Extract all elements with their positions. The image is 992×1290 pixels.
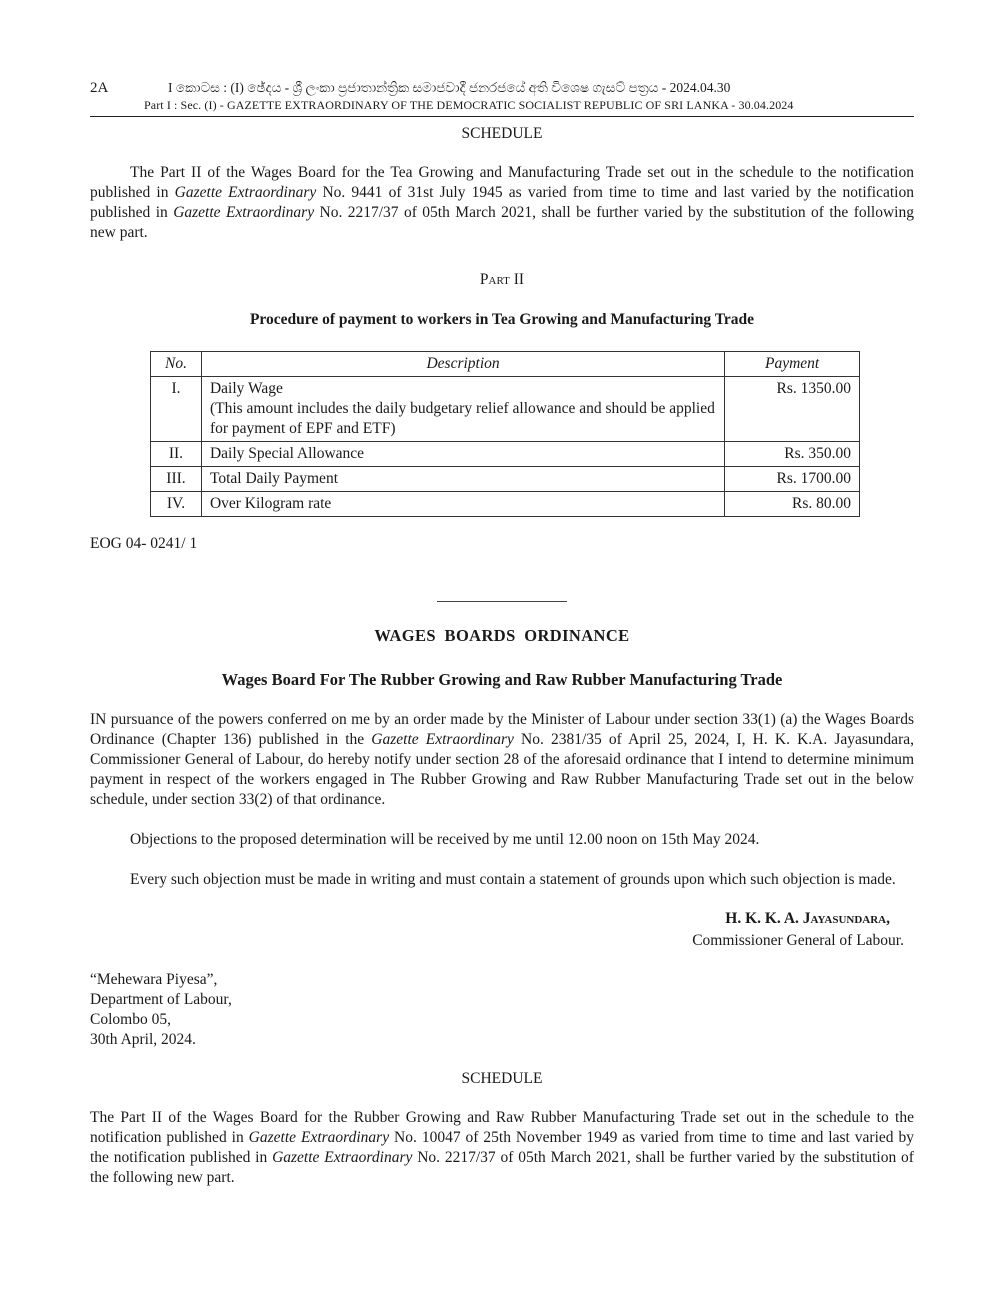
row-no: IV. bbox=[151, 492, 202, 517]
tea-payment-table bbox=[150, 351, 860, 517]
row-description: Total Daily Payment bbox=[201, 467, 724, 492]
ordinance-title: WAGES BOARDS ORDINANCE bbox=[374, 626, 630, 645]
row-description: Over Kilogram rate bbox=[201, 492, 724, 517]
objections-deadline-paragraph: Objections to the proposed determination will be received by me until 12.00 noon on 15th May 2024. bbox=[130, 831, 760, 848]
address-line: “Mehewara Piyesa”, bbox=[90, 971, 218, 988]
row-description: Daily Special Allowance bbox=[201, 442, 724, 467]
row-no: III. bbox=[151, 467, 202, 492]
tea-schedule-heading: SCHEDULE bbox=[461, 125, 543, 142]
page-header bbox=[90, 78, 914, 117]
header-english-line: Part I : Sec. (I) - GAZETTE EXTRAORDINARY OF THE DEMOCRATIC SOCIALIST REPUBLIC OF SRI LANKA - 30.04.2024 bbox=[144, 98, 794, 112]
table-row bbox=[151, 377, 860, 442]
table-row bbox=[151, 492, 860, 517]
address-date: 30th April, 2024. bbox=[90, 1031, 196, 1048]
page-number: 2A bbox=[90, 80, 109, 96]
row-description: Daily Wage (This amount includes the daily budgetary relief allowance and should be applied for payment of EPF and ETF) bbox=[201, 377, 724, 442]
row-note: (This amount includes the daily budgetary relief allowance and should be applied for payment of EPF and ETF) bbox=[209, 400, 715, 437]
row-no: II. bbox=[151, 442, 202, 467]
rubber-board-title: Wages Board For The Rubber Growing and Raw Rubber Manufacturing Trade bbox=[221, 670, 783, 689]
reference-number: EOG 04- 0241/ 1 bbox=[90, 535, 198, 552]
address-block bbox=[90, 970, 914, 1050]
rubber-notice-paragraph: IN pursuance of the powers conferred on me by an order made by the Minister of Labour under section 33(1) (a) the Wages Boards Ordinance (Chapter 136) published in the Gazette Extraordinary No. 2381/35 of April 25, 2024, I, H. K. K.A. Jayasundara, Commissioner General of Labour, do hereby notify under section 28 of the aforesaid ordinance that I intend to determine minimum payment in respect of the workers engaged in The Rubber Growing and Raw Rubber Manufacturing Trade set out in the below schedule, under section 33(2) of that ordinance. bbox=[90, 711, 914, 808]
row-payment: Rs. 80.00 bbox=[725, 492, 860, 517]
row-no: I. bbox=[151, 377, 202, 442]
signature-block bbox=[90, 908, 914, 952]
gazette-page bbox=[90, 78, 914, 1188]
rubber-schedule-paragraph: The Part II of the Wages Board for the Rubber Growing and Raw Rubber Manufacturing Trade set out in the schedule to the notification published in Gazette Extraordinary No. 10047 of 25th November 1949 as varied from time to time and last varied by the notification published in Gazette Extraordinary No. 2217/37 of 05th March 2021, shall be further varied by the substitution of the following new part. bbox=[90, 1109, 914, 1186]
col-header-description: Description bbox=[201, 352, 724, 377]
signatory-name: H. K. K. A. Jayasundara, bbox=[725, 910, 890, 927]
table-row bbox=[151, 467, 860, 492]
row-payment: Rs. 350.00 bbox=[725, 442, 860, 467]
tea-intro-paragraph: The Part II of the Wages Board for the Tea Growing and Manufacturing Trade set out in the schedule to the notification published in Gazette Extraordinary No. 9441 of 31st July 1945 as varied from time to time and last varied by the notification published in Gazette Extraordinary No. 2217/37 of 05th March 2021, shall be further varied by the substitution of the following new part. bbox=[90, 164, 914, 241]
address-line: Department of Labour, bbox=[90, 991, 232, 1008]
objections-writing-paragraph: Every such objection must be made in writing and must contain a statement of grounds upon which such objection is made. bbox=[130, 871, 896, 888]
col-header-no: No. bbox=[151, 352, 202, 377]
table-header-row bbox=[151, 352, 860, 377]
table-row bbox=[151, 442, 860, 467]
tea-table-title: Procedure of payment to workers in Tea Growing and Manufacturing Trade bbox=[249, 311, 755, 328]
part-ii-heading: Part II bbox=[479, 271, 525, 288]
row-payment: Rs. 1350.00 bbox=[725, 377, 860, 442]
row-payment: Rs. 1700.00 bbox=[725, 467, 860, 492]
section-divider bbox=[437, 601, 567, 602]
signatory-title: Commissioner General of Labour. bbox=[692, 932, 904, 949]
header-sinhala-line: I කොටස : (I) ඡේදය - ශ්‍රී ලංකා ප්‍රජාතාන්ත්‍රික සමාජවාදී ජනරජයේ අති විශෙෂ ගැසට් පත්‍රය - 2024.04.30 bbox=[168, 80, 731, 95]
address-line: Colombo 05, bbox=[90, 1011, 171, 1028]
col-header-payment: Payment bbox=[725, 352, 860, 377]
rubber-schedule-heading: SCHEDULE bbox=[461, 1070, 543, 1087]
